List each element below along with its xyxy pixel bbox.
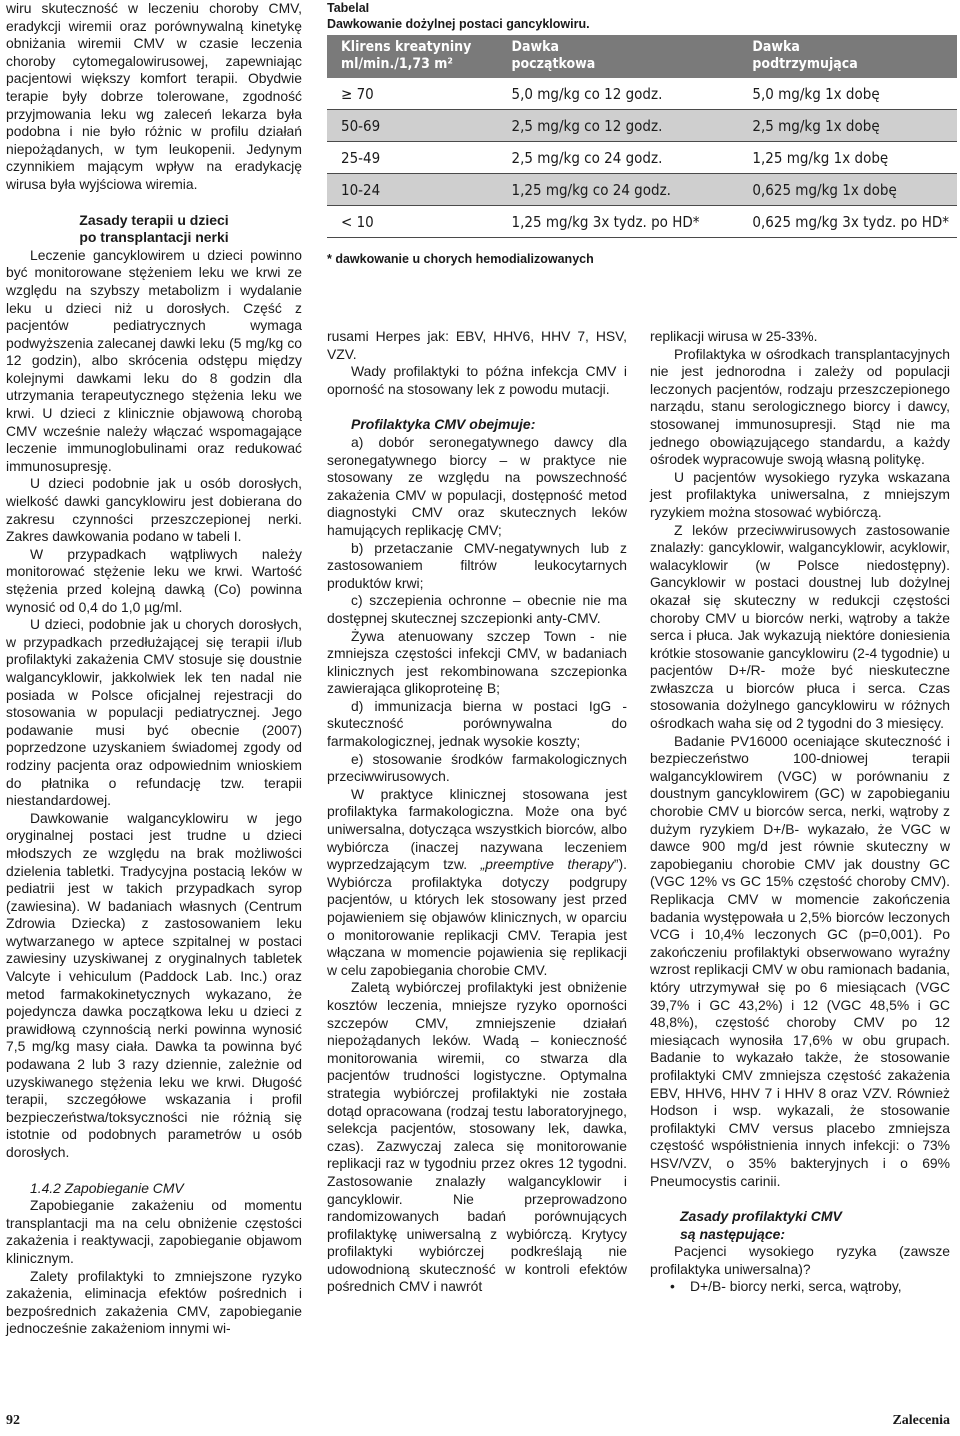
table-cell: 2,5 mg/kg 1x dobę — [738, 110, 957, 142]
dosage-table-block — [327, 0, 958, 267]
paragraph: Pacjenci wysokiego ryzyka (zawsze profilaktyka uniwersalna)? — [650, 1243, 950, 1277]
paragraph: Zaletą wybiórczej profilaktyki jest obniżenie kosztów leczenia, mniejsze ryzyko oporności szczepów CMV, zmniejszenie działań niepożądanych leków. Wadą – konieczność monitorowania wiremii, co stwarza dla pacjentów trudności logistyczne. Optymalna strategia wybiórczej profilaktyki nie została dotąd opracowana (rodzaj testu laboratoryjnego, selekcja pacjentów, stosowany lek, dawka, czas). Zazwyczaj zaleca się monitorowanie replikacji raz w tygodniu przez okres 12 tygodni. Zastosowanie znalazły walgancyklowir i gancyklowir. Nie przeprowadzono randomizowanych badań porównujących profilaktykę uniwersalną z wybiórczą. Krytycy profilaktyki wybiórczej podkreślają nie udowodnioną skuteczność w kontroli efektów pośrednich CMV i nawrót — [327, 979, 627, 1295]
table-cell: ≥ 70 — [341, 84, 374, 103]
table-cell: < 10 — [327, 206, 498, 238]
table-row — [327, 142, 957, 174]
table-cell: 10-24 — [327, 174, 498, 206]
table-row — [327, 174, 957, 206]
table-cell: 1,25 mg/kg co 24 godz. — [498, 174, 739, 206]
table-cell: 0,625 mg/kg 3x tydz. po HD* — [738, 206, 957, 238]
table-row — [327, 78, 957, 110]
paragraph: Badanie PV16000 oceniające skuteczność i bezpieczeństwo 100-dniowej terapii walgancyklowirem (VGC) w porównaniu z doustnym gancyklowirem (GC) w zapobieganiu chorobie CMV u biorców serca, nerki, wątroby z dużym ryzykiem D+/B- wykazało, że VGC w dawce 900 mg/d jest równie skuteczny w zapobieganiu chorobie CMV jak doustny GC (VGC 12% vs GC 15% częstość choroby CMV). Replikacja CMV w momencie zakończenia badania występowała u 2,5% biorców leczonych VCG i 10,4% leczonych GC (p=0,001). Po zakończeniu profilaktyki obserwowano wyraźny wzrost replikacji CMV w obu ramionach badania, który utrzymywał się po 6 miesiącach (VGC 39,7% i GC 43,2%) i 12 (VGC 48,5% i GC 48,8%), częstość choroby CMV po 12 miesiącach wynosiła 17,6% w obu grupach. Badanie to wykazało także, że stosowanie profilaktyki CMV zmniejsza częstość zakażenia EBV, HHV6, HHV 7 i HHV 8 oraz VZV. Również Hodson i wsp. wykazali, że stosowanie profilaktyki CMV versus placebo zmniejsza częstość współistnienia innych infekcji: o 73% HSV/VZV, o 35% bakteryjnych i o 69% Pneumocystis carinii. — [650, 732, 950, 1189]
table-cell: 1,25 mg/kg 1x dobę — [738, 142, 957, 174]
table-cell: 5,0 mg/kg 1x dobę — [752, 84, 880, 103]
page-footer — [0, 1413, 960, 1433]
paragraph: Z leków przeciwwirusowych zastosowanie znalazły: gancyklowir, walgancyklowir, acyklowir, walacyklowir (w Polsce niedostępny). Gancyklowir w postaci doustnej lub dożylnej okazał się skuteczny w redukcji częstości choroby CMV u biorców nerki, wątroby a także serca i płuca. Jak wykazują niektóre doniesienia krótkie stosowanie gancyklowiru (2-4 tygodnie) u pacjentów D+/R- może być nieskuteczne zwłaszcza u biorców płuca i serca. Czas stosowania dożylnego gancyklowiru w różnych ośrodkach waha się od 2 tygodni do 3 miesięcy. — [650, 521, 950, 732]
bullet-list — [650, 1278, 950, 1296]
table-cell: 1,25 mg/kg 3x tydz. po HD* — [498, 206, 739, 238]
paragraph: Leczenie gancyklowirem u dzieci powinno być monitorowane stężeniem leku we krwi ze względu na szybszy metabolizm i wydalanie leku u dzieci niż u dorosłych. Część z pacjentów pediatrycznych wymaga podwyższenia zalecanej dawki leku (5 mg/kg co 12 godzin), albo skrócenia odstępu między kolejnymi dawkami leku do 8 godzin dla utrzymania terapeutycznego stężenia leku we krwi. U dzieci z klinicznie objawową chorobą CMV wcześnie należy włączać wspomagające leczenie immunoglobulinami oraz redukować immunosupresję. — [6, 246, 302, 474]
header-initial-dose: Dawka początkowa — [498, 35, 739, 78]
list-item: c) szczepienia ochronne – obecnie nie ma dostępnej skutecznej szczepionki anty-CMV. — [327, 592, 627, 626]
paragraph: U dzieci, podobnie jak u chorych dorosłych, w przypadkach przedłużającej się terapii i/lub profilaktyki zakażenia CMV stosuje się doustnie walgancyklowir, jakkolwiek lek ten nadal nie posiada w Polsce oficjalnej rejestracji do stosowania w populacji pediatrycznej. Jego podawanie musi być obecnie (2007) poprzedzone uzyskaniem świadomej zgody od rodziny pacjenta oraz odpowiednim wnioskiem do płatnika o refundację tzw. terapii niestandardowej. — [6, 616, 302, 809]
list-item: • D+/B- biorcy nerki, serca, wątroby, — [676, 1278, 950, 1296]
paragraph: wiru skuteczność w leczeniu choroby CMV, eradykcji wiremii oraz porównywalną kinetykę obniżania wiremii CMV w czasie leczenia choroby cytomegalowirusowej, zapewniając pacjentowi większy komfort terapii. Obydwie terapie były dobrze tolerowane, zgodność przyjmowania leku wg zaleceń lekarza była podobna i nie było różnic w profilu działań niepożądanych, w tym leukopenii. Jedynym czynnikiem mającym wpływ na eradykację wirusa była wyjściowa wiremia. — [6, 0, 302, 192]
paragraph: Zapobieganie zakażeniu od momentu transplantacji ma na celu obniżenie częstości zakażenia i reaktywacji, zapobieganie objawom klinicznym. — [6, 1197, 302, 1266]
paragraph: Dawkowanie walgancyklowiru w jego oryginalnej postaci jest trudne u dzieci młodszych ze względu na brak możliwości dzielenia tabletki. Tradycyjna postacią leków w pediatrii jest w takich przypadkach syrop (zawiesina). W badaniach własnych (Centrum Zdrowia Dziecka) z zastosowaniem leku wytwarzanego w aptece szpitalnej w postaci zawiesiny uzyskiwanej z oryginalnych tabletek Valcyte i vehiculum (Paddock Lab. Inc.) oraz metod farmakokinetycznych wykazano, że pojedyncza dawka początkowa leku u dzieci z prawidłową czynnością nerki powinna wynosić 7,5 mg/kg masy ciała. Dawka ta powinna być podawana 2 lub 3 razy dziennie, zależnie od uzyskiwanego stężenia leku we krwi. Długość terapii, szczegółowe wskazania i profil bezpieczeństwa/toksyczności nie różnią się istotnie od podobnych parametrów u osób dorosłych. — [6, 809, 302, 1160]
right-column — [650, 328, 950, 1296]
paragraph: replikacji wirusa w 25-33%. — [650, 328, 818, 344]
table-cell: 5,0 mg/kg co 12 godz. — [511, 84, 663, 103]
section-heading-line1: Zasady profilaktyki CMV — [680, 1208, 842, 1225]
table-header-row — [327, 35, 957, 78]
left-column — [6, 0, 302, 1338]
paragraph: Żywa atenuowany szczep Town - nie zmniejsza częstości infekcji CMV, w badaniach klinicznych jest rekombinowana szczepionka zawierająca glikoproteinę B; — [327, 627, 627, 697]
paragraph: rusami Herpes jak: EBV, HHV6, HHV 7, HSV, VZV. — [327, 328, 627, 362]
section-heading-line1: Zasady terapii u dzieci — [79, 211, 229, 228]
table-row — [327, 206, 957, 238]
table-row — [327, 110, 957, 142]
journal-name: Zalecenia — [892, 1413, 950, 1428]
page-number: 92 — [6, 1413, 20, 1428]
list-item: e) stosowanie środków farmakologicznych przeciwwirusowych. — [327, 750, 627, 785]
table-cell: 50-69 — [327, 110, 498, 142]
section-heading-line2: są następujące: — [680, 1225, 786, 1242]
table-cell: 25-49 — [327, 142, 498, 174]
paragraph: Wady profilaktyki to późna infekcja CMV i oporność na stosowany lek z powodu mutacji. — [327, 363, 627, 397]
middle-column — [327, 328, 627, 1296]
paragraph: W przypadkach wątpliwych należy monitorować stężenie leku we krwi. Wartość stężenia przed kolejną dawką (Co) powinna wynosić od 0,4 do 1,0 µg/ml. — [6, 545, 302, 615]
list-item: d) immunizacja bierna w postaci IgG - skuteczność porównywalna do farmakologicznej, jednak wysokie koszty; — [327, 697, 627, 750]
table-label: TabelaI — [327, 1, 370, 15]
table-footnote: * dawkowanie u chorych hemodializowanych — [327, 252, 594, 266]
paragraph: U dzieci podobnie jak u osób dorosłych, wielkość dawki gancyklowiru jest dobierana do zakresu czynności przeszczepionej nerki. Zakres dawkowania podano w tabeli I. — [6, 475, 302, 545]
paragraph: Profilaktyka w ośrodkach transplantacyjnych nie jest jednorodna i zależy od populacji leczonych pacjentów, rodzaju przeszczepionego narządu, stanu serologicznego biorcy i dawcy, stosowanej immunosupresji. Stąd nie ma jednego obowiązującego standardu, a każdy ośrodek wypracowuje swoją własną politykę. — [650, 345, 950, 468]
section-heading: Profilaktyka CMV obejmuje: — [351, 416, 536, 433]
table-caption: Dawkowanie dożylnej postaci gancyklowiru. — [327, 17, 590, 31]
dosage-table — [327, 35, 957, 238]
subsection-heading: 1.4.2 Zapobieganie CMV — [30, 1179, 184, 1196]
table-cell: 2,5 mg/kg co 24 godz. — [498, 142, 739, 174]
list-item: a) dobór seronegatywnego dawcy dla seronegatywnego biorcy – w praktyce nie stosowany ze względu na powszechność zakażenia CMV w populacji, dostępność metod diagnostyki CMV oraz skutecznych leków hamujących replikację CMV; — [327, 433, 627, 538]
header-maintenance-dose: Dawka podtrzymująca — [738, 35, 957, 78]
table-cell: 0,625 mg/kg 1x dobę — [738, 174, 957, 206]
section-heading-line2: po transplantacji nerki — [79, 229, 229, 246]
paragraph: U pacjentów wysokiego ryzyka wskazana jest profilaktyka uniwersalna, z mniejszym ryzykiem można stosować wybiórczą. — [650, 468, 950, 520]
list-item: b) przetaczanie CMV-negatywnych lub z zastosowaniem filtrów leukocytarnych produktów krwi; — [327, 539, 627, 591]
paragraph: Zalety profilaktyki to zmniejszone ryzyko zakażenia, eliminacja efektów pośrednich i bezpośrednich zakażenia CMV, zapobieganie jednocześnie zakażeniom innymi wi- — [6, 1267, 302, 1337]
table-cell: 2,5 mg/kg co 12 godz. — [498, 110, 739, 142]
header-creatinine-clearance: Klirens kreatyniny ml/min./1,73 m² — [327, 35, 498, 78]
paragraph: W praktyce klinicznej stosowana jest profilaktyka farmakologiczna. Może ona być uniwersalna, dotycząca wszystkich biorców, albo wybiórcza (inaczej nazywana leczeniem wyprzedzającym tzw. „preemptive therapy”). Wybiórcza profilaktyka dotyczy podgrupy pacjentów, u których lek stosowany jest przed pojawieniem się objawów klinicznych, w oparciu o monitorowanie replikacji CMV. Terapia jest włączana w momencie pojawienia się replikacji w celu zapobiegania chorobie CMV. — [327, 785, 627, 978]
